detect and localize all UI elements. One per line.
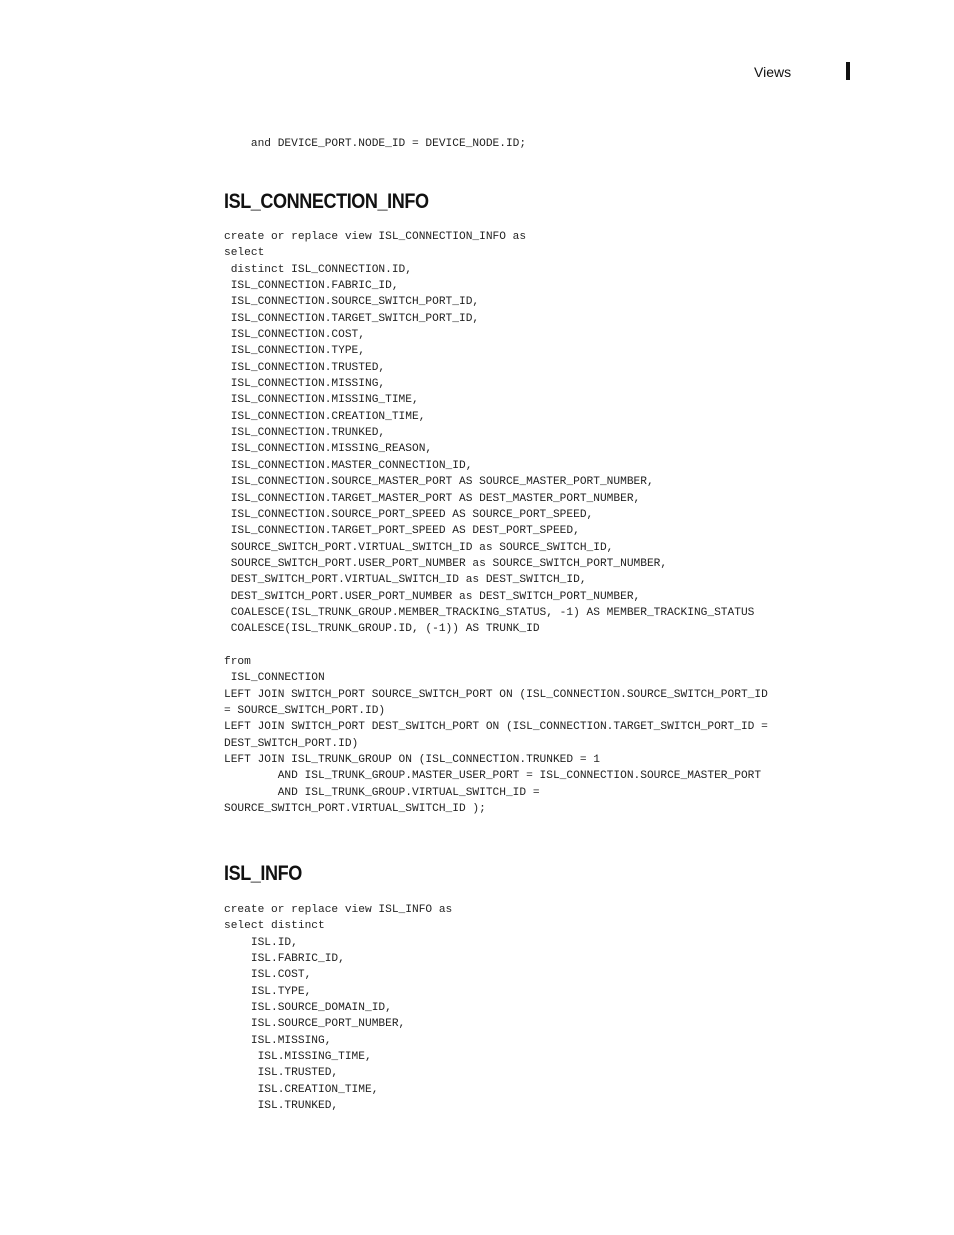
section-title-isl-info: ISL_INFO	[224, 862, 302, 885]
header-marker-bar	[846, 62, 850, 80]
code-block-isl-connection-info: create or replace view ISL_CONNECTION_INFO as select distinct ISL_CONNECTION.ID, ISL_CONNECTION.FABRIC_ID, ISL_CONNECTION.SOURCE_SWITCH_PORT_ID, ISL_CONNECTION.TARGET_SWITCH_PORT_ID, ISL_CONNECTION.COST, ISL_CONNECTION.TYPE, ISL_CONNECTION.TRUSTED, ISL_CONNECTION.MISSING, ISL_CONNECTION.MISSING_TIME, ISL_CONNECTION.CREATION_TIME, ISL_CONNECTION.TRUNKED, ISL_CONNECTION.MISSING_REASON, ISL_CONNECTION.MASTER_CONNECTION_ID, ISL_CONNECTION.SOURCE_MASTER_PORT AS SOURCE_MASTER_PORT_NUMBER, ISL_CONNECTION.TARGET_MASTER_PORT AS DEST_MASTER_PORT_NUMBER, ISL_CONNECTION.SOURCE_PORT_SPEED AS SOURCE_PORT_SPEED, ISL_CONNECTION.TARGET_PORT_SPEED AS DEST_PORT_SPEED, SOURCE_SWITCH_PORT.VIRTUAL_SWITCH_ID as SOURCE_SWITCH_ID, SOURCE_SWITCH_PORT.USER_PORT_NUMBER as SOURCE_SWITCH_PORT_NUMBER, DEST_SWITCH_PORT.VIRTUAL_SWITCH_ID as DEST_SWITCH_ID, DEST_SWITCH_PORT.USER_PORT_NUMBER as DEST_SWITCH_PORT_NUMBER, COALESCE(ISL_TRUNK_GROUP.MEMBER_TRACKING_STATUS, -1) AS MEMBER_TRACKING_STATUS COALESCE(ISL_TRUNK_GROUP.ID, (-1)) AS TRUNK_ID from ISL_CONNECTION LEFT JOIN SWITCH_PORT SOURCE_SWITCH_PORT ON (ISL_CONNECTION.SOURCE_SWITCH_PORT_ID = SOURCE_SWITCH_PORT.ID) LEFT JOIN SWITCH_PORT DEST_SWITCH_PORT ON (ISL_CONNECTION.TARGET_SWITCH_PORT_ID = DEST_SWITCH_PORT.ID) LEFT JOIN ISL_TRUNK_GROUP ON (ISL_CONNECTION.TRUNKED = 1 AND ISL_TRUNK_GROUP.MASTER_USER_PORT = ISL_CONNECTION.SOURCE_MASTER_PORT AND ISL_TRUNK_GROUP.VIRTUAL_SWITCH_ID = SOURCE_SWITCH_PORT.VIRTUAL_SWITCH_ID );	[224, 231, 768, 816]
code-block-isl-info: create or replace view ISL_INFO as select distinct ISL.ID, ISL.FABRIC_ID, ISL.COST, ISL.TYPE, ISL.SOURCE_DOMAIN_ID, ISL.SOURCE_PORT_NUMBER, ISL.MISSING, ISL.MISSING_TIME, ISL.TRUSTED, ISL.CREATION_TIME, ISL.TRUNKED,	[224, 904, 453, 1113]
section-title-isl-connection-info: ISL_CONNECTION_INFO	[224, 190, 429, 213]
continuation-code-block: and DEVICE_PORT.NODE_ID = DEVICE_NODE.ID;	[224, 138, 527, 150]
page-header-section-label: Views	[754, 64, 792, 80]
